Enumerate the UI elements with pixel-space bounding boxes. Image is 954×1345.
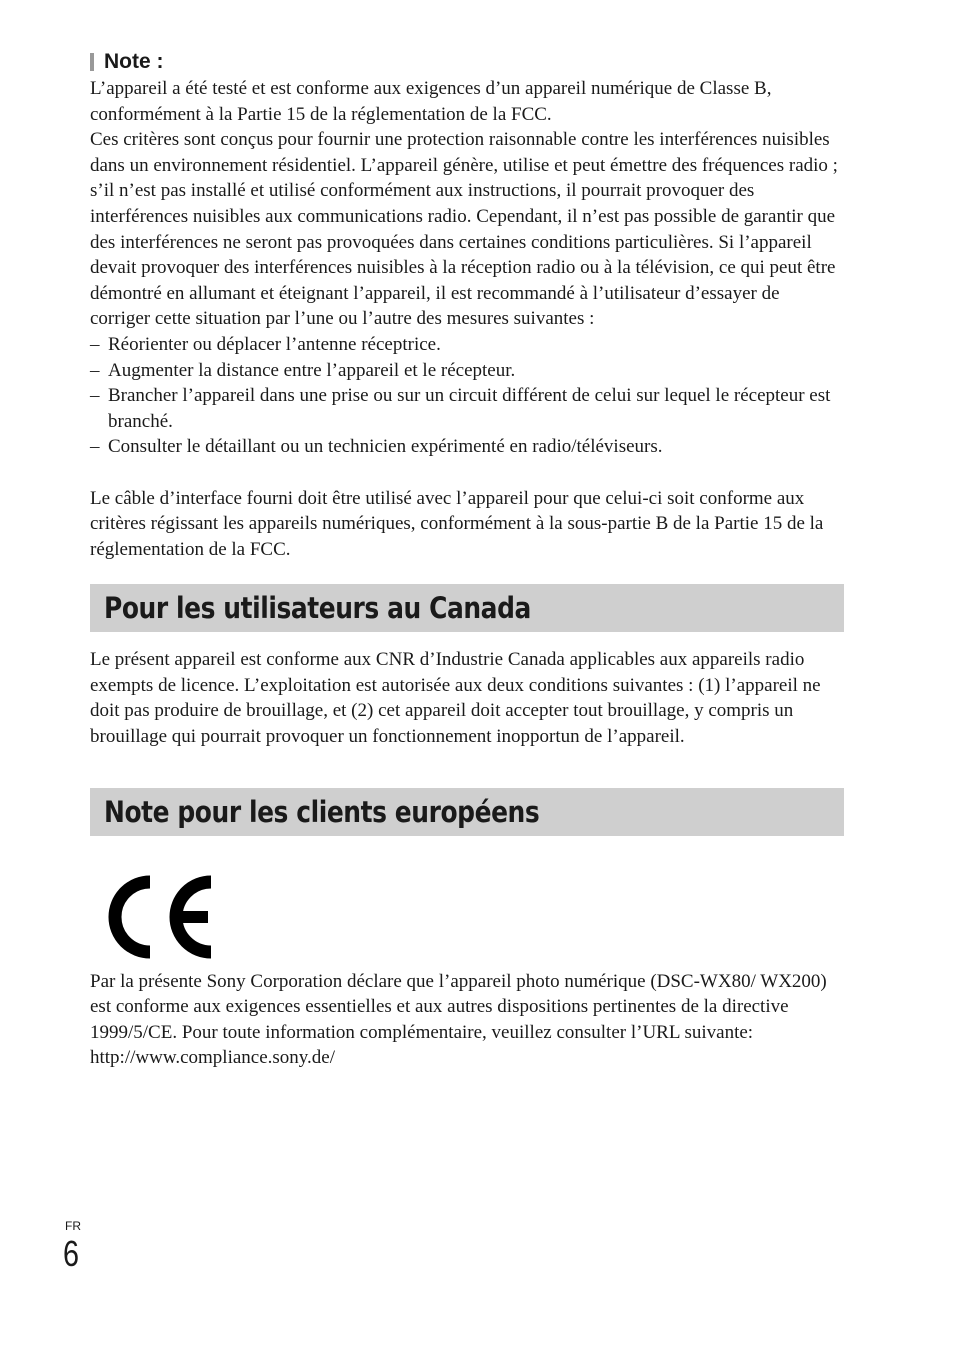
- dash-marker: –: [90, 333, 100, 355]
- page-number: 6: [63, 1233, 80, 1274]
- compliance-url: http://www.compliance.sony.de/: [90, 1047, 336, 1069]
- measure-text: Brancher l’appareil dans une prise ou sur un circuit différent de celui sur lequel le récepteur est branché.: [108, 385, 831, 432]
- section-title-europe-label: Note pour les clients européens: [104, 794, 540, 829]
- europe-paragraph: Par la présente Sony Corporation déclare que l’appareil photo numérique (DSC-WX80/ WX200) est conforme aux exigences essentielles et aux autres dispositions pertinentes de la directive 1999/5/CE. Pour toute information complémentaire, veuillez consulter l’URL suivante:: [90, 970, 827, 1043]
- dash-marker: –: [90, 385, 100, 407]
- list-item: [90, 383, 844, 434]
- section-title-canada-label: Pour les utilisateurs au Canada: [104, 591, 531, 626]
- dash-marker: –: [90, 359, 100, 381]
- canada-paragraph: Le présent appareil est conforme aux CNR d’Industrie Canada applicables aux appareils radio exempts de licence. L’exploitation est autorisée aux deux conditions suivantes : (1) l’appareil ne doit pas produire de brouillage, et (2) cet appareil doit accepter tout brouillage, y compris un brouillage qui pourrait provoquer un fonctionnement inopportun de l’appareil.: [90, 649, 821, 748]
- spacer: [90, 460, 844, 486]
- note-heading: [90, 48, 844, 76]
- manual-page: [90, 48, 844, 1071]
- measures-list: [90, 332, 844, 460]
- list-item: [90, 332, 844, 358]
- fcc-paragraph-2: Ces critères sont conçus pour fournir une protection raisonnable contre les interférences nuisibles dans un environnement résidentiel. L’appareil génère, utilise et peut émettre des fréquences radio ; s’il n’est pas installé et utilisé conformément aux instructions, il pourrait provoquer des interférences nuisibles aux communications radio. Cependant, il n’est pas possible de garantir que des interférences ne seront pas provoquées dans certaines conditions particulières. Si l’appareil devait provoquer des interférences nuisibles à la réception radio ou à la télévision, ce qui peut être démontré en allumant et éteignant l’appareil, il est recommandé à l’utilisateur d’essayer de corriger cette situation par l’une ou l’autre des mesures suivantes :: [90, 129, 838, 330]
- measure-text: Augmenter la distance entre l’appareil et le récepteur.: [108, 359, 516, 381]
- list-item: [90, 358, 844, 384]
- section-title-europe: [90, 788, 844, 836]
- fcc-paragraph-1: L’appareil a été testé et est conforme aux exigences d’un appareil numérique de Classe B, conformément à la Partie 15 de la réglementation de la FCC.: [90, 78, 772, 125]
- fcc-paragraph-3: Le câble d’interface fourni doit être utilisé avec l’appareil pour que celui-ci soit conforme aux critères régissant les appareils numériques, conformément à la sous-partie B de la Partie 15 de la réglementation de la FCC.: [90, 487, 824, 560]
- list-item: [90, 434, 844, 460]
- note-heading-label: Note :: [104, 50, 164, 73]
- ce-mark-icon: [98, 874, 218, 960]
- dash-marker: –: [90, 436, 100, 458]
- note-bar-icon: [90, 53, 94, 71]
- section-title-canada: [90, 584, 844, 632]
- measure-text: Consulter le détaillant ou un technicien expérimenté en radio/téléviseurs.: [108, 436, 663, 458]
- language-code: FR: [65, 1219, 81, 1233]
- measure-text: Réorienter ou déplacer l’antenne réceptrice.: [108, 333, 441, 355]
